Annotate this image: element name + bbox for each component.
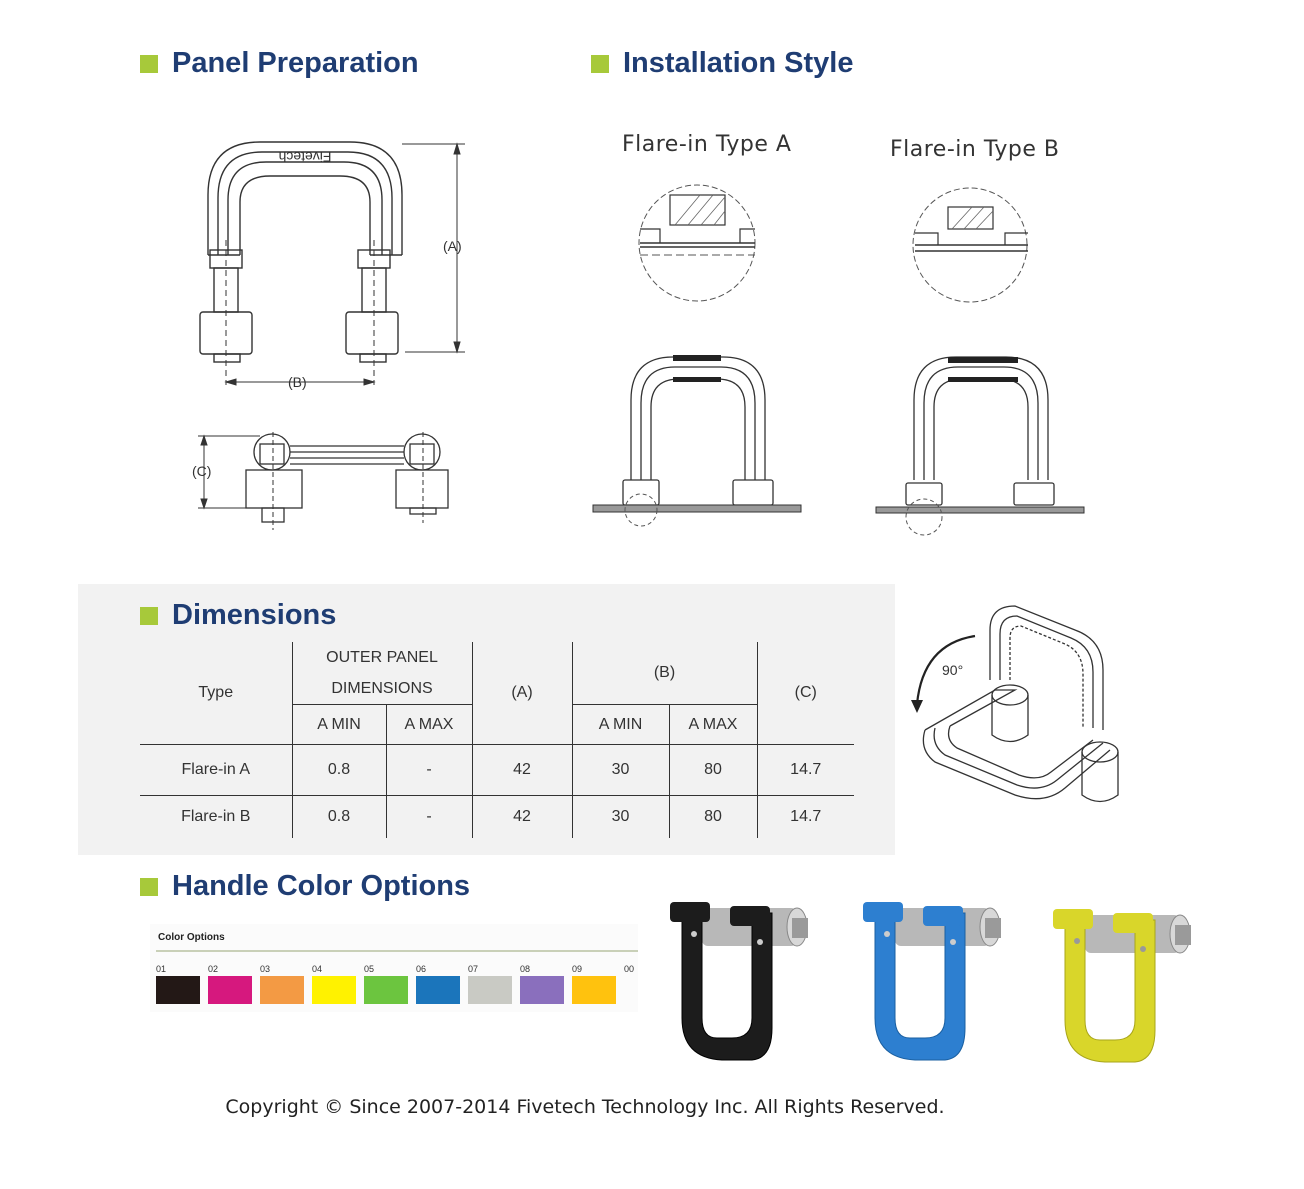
bullet-square-icon [140, 878, 158, 896]
color-swatch [572, 976, 616, 1004]
color-options-chart [150, 924, 638, 1012]
row-c: 14.7 [757, 745, 854, 796]
color-swatch-item [260, 964, 306, 1004]
color-swatch-item [156, 964, 202, 1004]
color-options-divider [156, 950, 638, 952]
handle-cap [1053, 909, 1093, 929]
color-swatch-number: 08 [520, 964, 531, 974]
row-b-max: 80 [669, 796, 757, 838]
handle-photo-yellow [1045, 905, 1205, 1075]
handle-cap [1113, 913, 1153, 933]
flare-in-type-a-assembly [593, 355, 803, 535]
color-swatch-number: 05 [364, 964, 375, 974]
b-header: (B) [572, 642, 757, 705]
handle-photo-black [662, 898, 822, 1073]
row-a-min: 0.8 [292, 745, 386, 796]
table-row [140, 796, 854, 838]
dimension-b-label: (B) [288, 374, 307, 390]
bullet-square-icon [591, 55, 609, 73]
rotation-angle-label: 90° [942, 662, 964, 678]
color-swatch [208, 976, 252, 1004]
row-type: Flare-in B [181, 807, 251, 825]
row-b-min: 30 [572, 745, 669, 796]
flare-in-type-b-title: Flare-in Type B [890, 137, 1060, 162]
type-header: Type [140, 642, 292, 745]
handle-rotation-drawing [905, 600, 1125, 820]
a-min-header: A MIN [292, 705, 386, 745]
b-min-header: A MIN [572, 705, 669, 745]
panel-preparation-title: Panel Preparation [172, 47, 419, 79]
color-swatch [364, 976, 408, 1004]
color-swatch-item [520, 964, 566, 1004]
color-swatch-number: 07 [468, 964, 479, 974]
flare-in-type-a-title: Flare-in Type A [622, 132, 792, 157]
flare-in-type-a-detail [630, 185, 765, 310]
row-a-min: 0.8 [292, 796, 386, 838]
color-swatch-item [468, 964, 514, 1004]
color-swatch-number: 00 [624, 964, 635, 974]
handle-cap [923, 906, 963, 926]
installation-style-heading [591, 47, 853, 80]
color-swatch [156, 976, 200, 1004]
dimension-c-label: (C) [192, 463, 212, 479]
handle-cap [863, 902, 903, 922]
a-header: (A) [472, 642, 572, 745]
outer-panel-header-line2: DIMENSIONS [331, 680, 433, 697]
b-max-header: A MAX [669, 705, 757, 745]
color-swatch [260, 976, 304, 1004]
color-swatch-number: 02 [208, 964, 219, 974]
handle-cap [730, 906, 770, 926]
handle-color-options-heading [140, 870, 470, 903]
color-swatch-item [364, 964, 410, 1004]
dimension-a-label: (A) [443, 238, 462, 254]
handle-photo-blue [855, 898, 1015, 1073]
dimensions-title: Dimensions [172, 599, 337, 631]
color-swatch-number: 03 [260, 964, 271, 974]
installation-style-title: Installation Style [623, 47, 854, 79]
row-a-max: - [386, 796, 472, 838]
color-options-title: Color Options [158, 932, 225, 943]
color-swatch-item [312, 964, 358, 1004]
handle-cap [670, 902, 710, 922]
row-c: 14.7 [757, 796, 854, 838]
bullet-square-icon [140, 55, 158, 73]
a-max-header: A MAX [386, 705, 472, 745]
color-swatch-number: 04 [312, 964, 323, 974]
dimensions-heading [140, 599, 336, 632]
table-row [140, 745, 854, 796]
color-swatch [416, 976, 460, 1004]
outer-panel-header-line1: OUTER PANEL [326, 649, 438, 666]
copyright-footer: Copyright © Since 2007-2014 Fivetech Technology Inc. All Rights Reserved. [225, 1096, 945, 1118]
handle-front-drawing [180, 130, 480, 400]
brand-mark-text: Fivetech [278, 149, 332, 165]
row-type: Flare-in A [140, 745, 292, 796]
outer-panel-header [292, 642, 472, 705]
color-swatch-number: 09 [572, 964, 583, 974]
panel-preparation-heading [140, 47, 419, 80]
row-a: 42 [472, 796, 572, 838]
handle-side-drawing [190, 428, 460, 533]
color-swatch-item [572, 964, 618, 1004]
color-swatch [312, 976, 356, 1004]
flare-in-type-b-detail [910, 185, 1035, 310]
color-swatch [468, 976, 512, 1004]
c-header: (C) [757, 642, 854, 745]
dimensions-table [140, 642, 854, 838]
color-swatch-item [416, 964, 462, 1004]
row-a-max: - [386, 745, 472, 796]
color-swatch-item [208, 964, 254, 1004]
row-b-min: 30 [572, 796, 669, 838]
color-swatch-number: 01 [156, 964, 167, 974]
handle-color-options-title: Handle Color Options [172, 870, 471, 902]
color-swatch [520, 976, 564, 1004]
bullet-square-icon [140, 607, 158, 625]
row-a: 42 [472, 745, 572, 796]
color-swatch-number: 06 [416, 964, 427, 974]
flare-in-type-b-assembly [876, 355, 1086, 540]
row-b-max: 80 [669, 745, 757, 796]
